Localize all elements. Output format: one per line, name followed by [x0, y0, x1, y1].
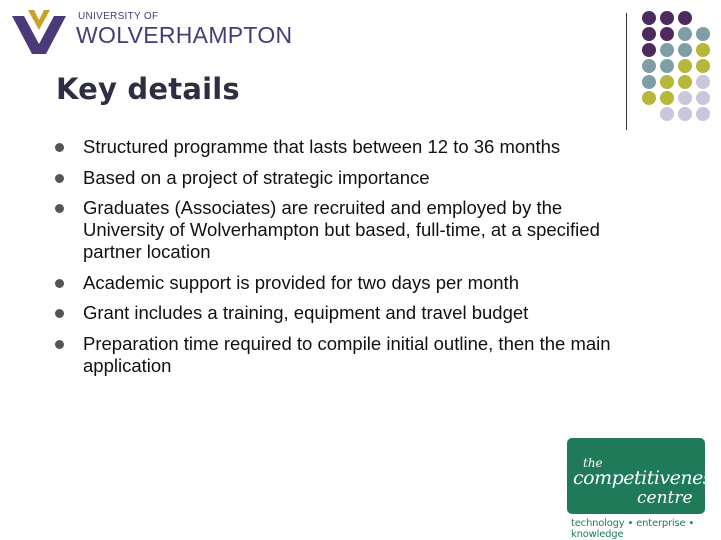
bullet-icon [55, 174, 64, 183]
decor-dot [660, 43, 674, 57]
key-details-list [55, 136, 645, 385]
decor-dot [642, 59, 656, 73]
logo-the: the [583, 456, 603, 470]
bullet-icon [55, 279, 64, 288]
slide-title: Key details [56, 72, 240, 106]
bullet-icon [55, 309, 64, 318]
university-logo [10, 8, 293, 58]
logo-centre: centre [637, 488, 693, 508]
vertical-divider [626, 13, 627, 130]
decor-dot [678, 91, 692, 105]
decor-dot [660, 27, 674, 41]
list-item-text: Based on a project of strategic importance [83, 166, 430, 188]
list-item-text: Graduates (Associates) are recruited and employed by the University of Wolverhampton but based, full-time, at a specified partner location [83, 197, 600, 262]
decor-dot [696, 75, 710, 89]
decor-dot [642, 91, 656, 105]
bullet-icon [55, 143, 64, 152]
list-item [55, 302, 645, 324]
decor-dot [678, 75, 692, 89]
decor-dot [678, 43, 692, 57]
decor-dot [678, 11, 692, 25]
list-item [55, 197, 645, 263]
bullet-icon [55, 204, 64, 213]
list-item-text: Grant includes a training, equipment and travel budget [83, 302, 529, 323]
bullet-icon [55, 340, 64, 349]
decor-dot [678, 107, 692, 121]
decor-dot [660, 11, 674, 25]
decor-dot [696, 107, 710, 121]
decor-dot [642, 27, 656, 41]
logo-competitiveness: competitiveness [573, 467, 721, 489]
decor-dot [660, 75, 674, 89]
decor-dot [660, 59, 674, 73]
list-item [55, 167, 645, 189]
decor-dot [696, 59, 710, 73]
competitiveness-centre-logo [567, 438, 721, 514]
decorative-dot-grid [636, 11, 716, 123]
decor-dot [696, 27, 710, 41]
list-item [55, 136, 645, 158]
decor-dot [678, 27, 692, 41]
decor-dot [678, 59, 692, 73]
decor-dot [696, 43, 710, 57]
list-item [55, 333, 645, 377]
university-logo-mark-icon [10, 8, 68, 56]
logo-tagline: technology • enterprise • knowledge [571, 518, 695, 540]
decor-dot [660, 91, 674, 105]
decor-dot [642, 75, 656, 89]
decor-dot [696, 91, 710, 105]
logo-university-of: UNIVERSITY OF [78, 11, 159, 22]
decor-dot [642, 43, 656, 57]
logo-wolverhampton: WOLVERHAMPTON [76, 22, 293, 48]
decor-dot [660, 107, 674, 121]
list-item [55, 272, 645, 294]
list-item-text: Preparation time required to compile initial outline, then the main application [83, 332, 611, 376]
list-item-text: Academic support is provided for two days per month [83, 271, 519, 293]
list-item-text: Structured programme that lasts between 12 to 36 months [83, 136, 561, 157]
decor-dot [642, 11, 656, 25]
